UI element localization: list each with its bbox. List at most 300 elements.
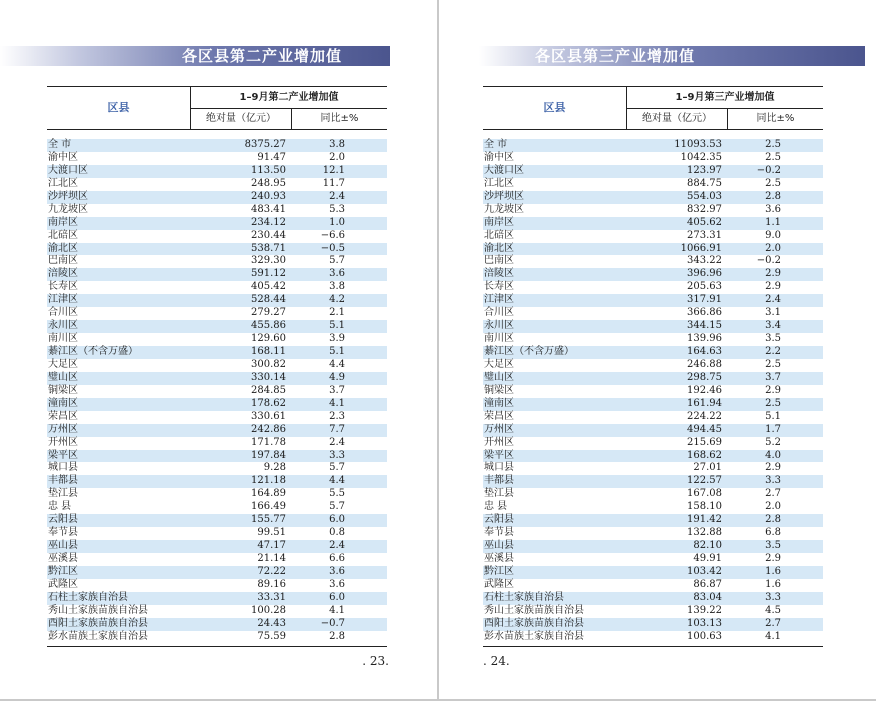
- yoy-change: 1.0: [329, 216, 345, 228]
- absolute-value: 86.87: [693, 578, 722, 590]
- absolute-value: 24.43: [257, 617, 286, 629]
- table-row: [47, 346, 387, 359]
- table-row: [483, 139, 823, 152]
- table-row: [483, 514, 823, 527]
- absolute-value: 49.91: [693, 553, 722, 564]
- district-name: 云阳县: [484, 514, 514, 526]
- absolute-value: 83.04: [693, 591, 722, 603]
- table-row: [47, 514, 387, 527]
- absolute-value: 100.28: [251, 604, 286, 616]
- district-name: 巴南区: [48, 255, 78, 267]
- yoy-change: 3.3: [765, 475, 781, 487]
- yoy-change: 2.9: [765, 268, 781, 280]
- absolute-value: 158.10: [687, 501, 722, 513]
- yoy-change: 3.7: [765, 371, 781, 383]
- district-name: 潼南区: [48, 397, 78, 409]
- table-row: [483, 579, 823, 592]
- district-name: 长寿区: [48, 281, 78, 293]
- absolute-value: 164.89: [251, 488, 286, 500]
- absolute-value: 113.50: [251, 164, 286, 176]
- absolute-value: 9.28: [263, 462, 286, 474]
- table-row: [47, 307, 387, 320]
- district-name: 南岸区: [48, 216, 78, 228]
- absolute-value: 230.44: [251, 229, 286, 241]
- table-row: [47, 437, 387, 450]
- absolute-value: 405.42: [251, 281, 286, 293]
- yoy-change: 3.6: [329, 268, 345, 280]
- yoy-change: 2.5: [765, 139, 781, 150]
- absolute-value: 396.96: [687, 268, 722, 280]
- absolute-value: 205.63: [687, 281, 722, 293]
- table-row: [483, 631, 823, 644]
- table-row: [47, 152, 387, 165]
- absolute-value: 168.62: [687, 449, 722, 461]
- absolute-value: 215.69: [687, 436, 722, 448]
- table-row: [483, 281, 823, 294]
- yoy-change: 2.7: [765, 488, 781, 500]
- district-name: 渝中区: [484, 151, 514, 163]
- table-row: [47, 450, 387, 463]
- table-row: [47, 217, 387, 230]
- yoy-change: 2.9: [765, 462, 781, 474]
- title-banner: [0, 46, 390, 66]
- yoy-change: 2.0: [765, 501, 781, 513]
- table-row: [47, 411, 387, 424]
- yoy-change: −0.2: [756, 164, 781, 176]
- district-name: 梁平区: [48, 449, 78, 461]
- yoy-change: 5.2: [765, 436, 781, 448]
- table-row: [47, 165, 387, 178]
- table-row: [483, 450, 823, 463]
- table-bottom-rule: [483, 646, 823, 647]
- absolute-value: 75.59: [257, 630, 286, 642]
- table-row: [483, 359, 823, 372]
- yoy-change: 2.8: [765, 514, 781, 526]
- district-name: 大足区: [484, 358, 514, 370]
- absolute-value: 343.22: [687, 255, 722, 267]
- absolute-value: 123.97: [687, 164, 722, 176]
- absolute-value: 494.45: [687, 423, 722, 435]
- district-name: 黔江区: [48, 565, 78, 577]
- yoy-change: 5.1: [329, 346, 345, 357]
- table-row: [47, 268, 387, 281]
- table-row: [483, 605, 823, 618]
- district-name: 沙坪坝区: [48, 190, 88, 202]
- table-row: [47, 139, 387, 152]
- yoy-change: 5.1: [765, 410, 781, 422]
- table-bottom-rule: [47, 646, 387, 647]
- yoy-change: 4.1: [765, 630, 781, 642]
- district-name: 铜梁区: [484, 384, 514, 396]
- table-header: [483, 86, 823, 130]
- absolute-value: 89.16: [257, 578, 286, 590]
- header-district: 区县: [483, 87, 627, 129]
- table-row: [483, 191, 823, 204]
- district-name: 万州区: [48, 423, 78, 435]
- absolute-value: 192.46: [687, 384, 722, 396]
- yoy-change: 3.6: [329, 578, 345, 590]
- table-row: [483, 618, 823, 631]
- absolute-value: 166.49: [251, 501, 286, 513]
- header-group: 1–9月第三产业增加值: [627, 87, 823, 109]
- table-row: [47, 320, 387, 333]
- table-row: [47, 618, 387, 631]
- yoy-change: 2.2: [765, 346, 781, 357]
- absolute-value: 132.88: [687, 527, 722, 539]
- yoy-change: 2.7: [765, 617, 781, 629]
- absolute-value: 242.86: [251, 423, 286, 435]
- table-row: [47, 605, 387, 618]
- district-name: 永川区: [484, 320, 514, 332]
- absolute-value: 99.51: [257, 527, 286, 539]
- district-name: 铜梁区: [48, 384, 78, 396]
- yoy-change: 5.7: [329, 255, 345, 267]
- table-row: [47, 424, 387, 437]
- yoy-change: 4.5: [765, 604, 781, 616]
- yoy-change: 3.1: [765, 307, 781, 319]
- district-name: 南川区: [484, 333, 514, 345]
- table-row: [47, 592, 387, 605]
- table-row: [483, 346, 823, 359]
- absolute-value: 171.78: [251, 436, 286, 448]
- yoy-change: 2.5: [765, 177, 781, 189]
- yoy-change: 4.4: [329, 475, 345, 487]
- page-number: . 23.: [362, 654, 389, 668]
- page-right: [439, 0, 876, 699]
- district-name: 巫山县: [48, 540, 78, 552]
- district-name: 忠 县: [484, 501, 508, 513]
- district-name: 开州区: [484, 436, 514, 448]
- district-name: 奉节县: [484, 527, 514, 539]
- absolute-value: 405.62: [687, 216, 722, 228]
- district-name: 巴南区: [484, 255, 514, 267]
- yoy-change: 2.5: [765, 151, 781, 163]
- table-row: [47, 372, 387, 385]
- yoy-change: 1.6: [765, 565, 781, 577]
- district-name: 酉阳土家族苗族自治县: [484, 617, 584, 629]
- district-name: 北碚区: [48, 229, 78, 241]
- yoy-change: 2.9: [765, 281, 781, 293]
- district-name: 忠 县: [48, 501, 72, 513]
- district-name: 江津区: [484, 294, 514, 306]
- yoy-change: 1.6: [765, 578, 781, 590]
- table-row: [47, 204, 387, 217]
- absolute-value: 554.03: [687, 190, 722, 202]
- table-row: [47, 333, 387, 346]
- absolute-value: 100.63: [687, 630, 722, 642]
- absolute-value: 139.22: [687, 604, 722, 616]
- absolute-value: 8375.27: [244, 139, 286, 150]
- absolute-value: 33.31: [257, 591, 286, 603]
- table-row: [47, 398, 387, 411]
- table-row: [47, 294, 387, 307]
- table-row: [483, 372, 823, 385]
- data-table: [47, 86, 387, 647]
- absolute-value: 197.84: [251, 449, 286, 461]
- absolute-value: 178.62: [251, 397, 286, 409]
- absolute-value: 298.75: [687, 371, 722, 383]
- table-row: [47, 566, 387, 579]
- absolute-value: 246.88: [687, 358, 722, 370]
- yoy-change: 1.1: [765, 216, 781, 228]
- table-row: [47, 501, 387, 514]
- district-name: 九龙坡区: [484, 203, 524, 215]
- absolute-value: 884.75: [687, 177, 722, 189]
- absolute-value: 224.22: [687, 410, 722, 422]
- yoy-change: 6.6: [329, 553, 345, 564]
- table-row: [483, 398, 823, 411]
- table-row: [47, 255, 387, 268]
- absolute-value: 121.18: [251, 475, 286, 487]
- absolute-value: 91.47: [257, 151, 286, 163]
- table-row: [483, 230, 823, 243]
- district-name: 沙坪坝区: [484, 190, 524, 202]
- yoy-change: 3.8: [329, 281, 345, 293]
- yoy-change: 5.7: [329, 462, 345, 474]
- yoy-change: 2.9: [765, 553, 781, 564]
- table-row: [47, 191, 387, 204]
- yoy-change: 2.9: [765, 384, 781, 396]
- page-number: . 24.: [483, 654, 510, 668]
- yoy-change: 4.2: [329, 294, 345, 306]
- district-name: 垫江县: [484, 488, 514, 500]
- district-name: 长寿区: [484, 281, 514, 293]
- absolute-value: 164.63: [687, 346, 722, 357]
- district-name: 云阳县: [48, 514, 78, 526]
- table-row: [47, 553, 387, 566]
- absolute-value: 103.13: [687, 617, 722, 629]
- yoy-change: 2.5: [765, 358, 781, 370]
- yoy-change: −0.2: [756, 255, 781, 267]
- absolute-value: 455.86: [251, 320, 286, 332]
- yoy-change: 2.8: [329, 630, 345, 642]
- absolute-value: 344.15: [687, 320, 722, 332]
- yoy-change: 2.0: [329, 151, 345, 163]
- absolute-value: 240.93: [251, 190, 286, 202]
- yoy-change: 2.3: [329, 410, 345, 422]
- table-row: [483, 592, 823, 605]
- district-name: 南川区: [48, 333, 78, 345]
- district-name: 丰都县: [48, 475, 78, 487]
- table-row: [47, 462, 387, 475]
- district-name: 丰都县: [484, 475, 514, 487]
- district-name: 渝北区: [48, 242, 78, 254]
- district-name: 彭水苗族土家族自治县: [484, 630, 584, 642]
- absolute-value: 234.12: [251, 216, 286, 228]
- district-name: 潼南区: [484, 397, 514, 409]
- table-row: [483, 217, 823, 230]
- district-name: 荣昌区: [484, 410, 514, 422]
- district-name: 綦江区（不含万盛）: [48, 346, 138, 357]
- table-row: [483, 307, 823, 320]
- table-row: [47, 230, 387, 243]
- absolute-value: 300.82: [251, 358, 286, 370]
- district-name: 城口县: [484, 462, 514, 474]
- table-row: [483, 204, 823, 217]
- table-row: [47, 359, 387, 372]
- district-name: 九龙坡区: [48, 203, 88, 215]
- yoy-change: 2.4: [765, 294, 781, 306]
- district-name: 永川区: [48, 320, 78, 332]
- header-district: 区县: [47, 87, 191, 129]
- header-group: 1–9月第二产业增加值: [191, 87, 387, 109]
- district-name: 涪陵区: [484, 268, 514, 280]
- yoy-change: 3.8: [329, 139, 345, 150]
- table-row: [483, 152, 823, 165]
- yoy-change: 2.5: [765, 397, 781, 409]
- district-name: 渝中区: [48, 151, 78, 163]
- district-name: 全 市: [484, 139, 508, 150]
- yoy-change: 3.6: [765, 203, 781, 215]
- district-name: 武隆区: [48, 578, 78, 590]
- absolute-value: 21.14: [257, 553, 286, 564]
- table-row: [47, 178, 387, 191]
- table-row: [483, 320, 823, 333]
- absolute-value: 591.12: [251, 268, 286, 280]
- district-name: 武隆区: [484, 578, 514, 590]
- district-name: 奉节县: [48, 527, 78, 539]
- district-name: 石柱土家族自治县: [484, 591, 564, 603]
- yoy-change: 3.4: [765, 320, 781, 332]
- yoy-change: 5.3: [329, 203, 345, 215]
- district-name: 开州区: [48, 436, 78, 448]
- district-name: 璧山区: [48, 371, 78, 383]
- yoy-change: 2.8: [765, 190, 781, 202]
- table-row: [483, 437, 823, 450]
- absolute-value: 329.30: [251, 255, 286, 267]
- absolute-value: 330.14: [251, 371, 286, 383]
- page-left: [0, 0, 437, 699]
- absolute-value: 103.42: [687, 565, 722, 577]
- district-name: 大渡口区: [484, 164, 524, 176]
- absolute-value: 72.22: [257, 565, 286, 577]
- table-row: [483, 501, 823, 514]
- yoy-change: 4.1: [329, 397, 345, 409]
- district-name: 璧山区: [484, 371, 514, 383]
- yoy-change: 6.0: [329, 514, 345, 526]
- absolute-value: 27.01: [693, 462, 722, 474]
- district-name: 万州区: [484, 423, 514, 435]
- district-name: 巫溪县: [48, 553, 78, 564]
- header-yoy: 同比±%: [320, 113, 359, 124]
- absolute-value: 139.96: [687, 333, 722, 345]
- table-row: [47, 385, 387, 398]
- yoy-change: 4.1: [329, 604, 345, 616]
- yoy-change: −6.6: [320, 229, 345, 241]
- absolute-value: 129.60: [251, 333, 286, 345]
- yoy-change: 0.8: [329, 527, 345, 539]
- table-body: [47, 130, 387, 644]
- district-name: 涪陵区: [48, 268, 78, 280]
- district-name: 江北区: [484, 177, 514, 189]
- district-name: 秀山土家族苗族自治县: [48, 604, 148, 616]
- data-table: [483, 86, 823, 647]
- district-name: 合川区: [48, 307, 78, 319]
- yoy-change: −0.5: [320, 242, 345, 254]
- yoy-change: 4.4: [329, 358, 345, 370]
- absolute-value: 528.44: [251, 294, 286, 306]
- yoy-change: 2.4: [329, 436, 345, 448]
- page-title: 各区县第三产业增加值: [535, 47, 696, 65]
- district-name: 大渡口区: [48, 164, 88, 176]
- district-name: 全 市: [48, 139, 72, 150]
- district-name: 荣昌区: [48, 410, 78, 422]
- district-name: 黔江区: [484, 565, 514, 577]
- absolute-value: 82.10: [693, 540, 722, 552]
- absolute-value: 155.77: [251, 514, 286, 526]
- absolute-value: 279.27: [251, 307, 286, 319]
- district-name: 梁平区: [484, 449, 514, 461]
- table-body: [483, 130, 823, 644]
- yoy-change: 5.1: [329, 320, 345, 332]
- yoy-change: 3.3: [765, 591, 781, 603]
- absolute-value: 366.86: [687, 307, 722, 319]
- yoy-change: 1.7: [765, 423, 781, 435]
- absolute-value: 273.31: [687, 229, 722, 241]
- district-name: 渝北区: [484, 242, 514, 254]
- absolute-value: 483.41: [251, 203, 286, 215]
- absolute-value: 538.71: [251, 242, 286, 254]
- absolute-value: 191.42: [687, 514, 722, 526]
- absolute-value: 330.61: [251, 410, 286, 422]
- absolute-value: 122.57: [687, 475, 722, 487]
- yoy-change: 3.5: [765, 333, 781, 345]
- table-row: [483, 165, 823, 178]
- absolute-value: 832.97: [687, 203, 722, 215]
- absolute-value: 167.08: [687, 488, 722, 500]
- yoy-change: −0.7: [320, 617, 345, 629]
- table-row: [483, 178, 823, 191]
- district-name: 彭水苗族土家族自治县: [48, 630, 148, 642]
- absolute-value: 168.11: [251, 346, 286, 357]
- district-name: 巫山县: [484, 540, 514, 552]
- district-name: 秀山土家族苗族自治县: [484, 604, 584, 616]
- header-absolute: 绝对量（亿元）: [191, 109, 292, 129]
- table-row: [483, 385, 823, 398]
- table-row: [47, 527, 387, 540]
- yoy-change: 4.0: [765, 449, 781, 461]
- district-name: 酉阳土家族苗族自治县: [48, 617, 148, 629]
- district-name: 大足区: [48, 358, 78, 370]
- yoy-change: 2.0: [765, 242, 781, 254]
- table-row: [47, 540, 387, 553]
- table-row: [483, 268, 823, 281]
- table-row: [483, 540, 823, 553]
- yoy-change: 5.7: [329, 501, 345, 513]
- header-absolute: 绝对量（亿元）: [627, 109, 728, 129]
- district-name: 江津区: [48, 294, 78, 306]
- table-row: [47, 243, 387, 256]
- table-row: [483, 294, 823, 307]
- table-row: [47, 475, 387, 488]
- yoy-change: 6.8: [765, 527, 781, 539]
- yoy-change: 5.5: [329, 488, 345, 500]
- table-row: [483, 553, 823, 566]
- table-row: [483, 475, 823, 488]
- table-row: [483, 243, 823, 256]
- yoy-change: 7.7: [329, 423, 345, 435]
- district-name: 石柱土家族自治县: [48, 591, 128, 603]
- table-row: [47, 631, 387, 644]
- table-row: [483, 462, 823, 475]
- absolute-value: 47.17: [257, 540, 286, 552]
- table-row: [47, 488, 387, 501]
- district-name: 城口县: [48, 462, 78, 474]
- absolute-value: 1042.35: [680, 151, 722, 163]
- district-name: 巫溪县: [484, 553, 514, 564]
- header-yoy: 同比±%: [756, 113, 795, 124]
- yoy-change: 9.0: [765, 229, 781, 241]
